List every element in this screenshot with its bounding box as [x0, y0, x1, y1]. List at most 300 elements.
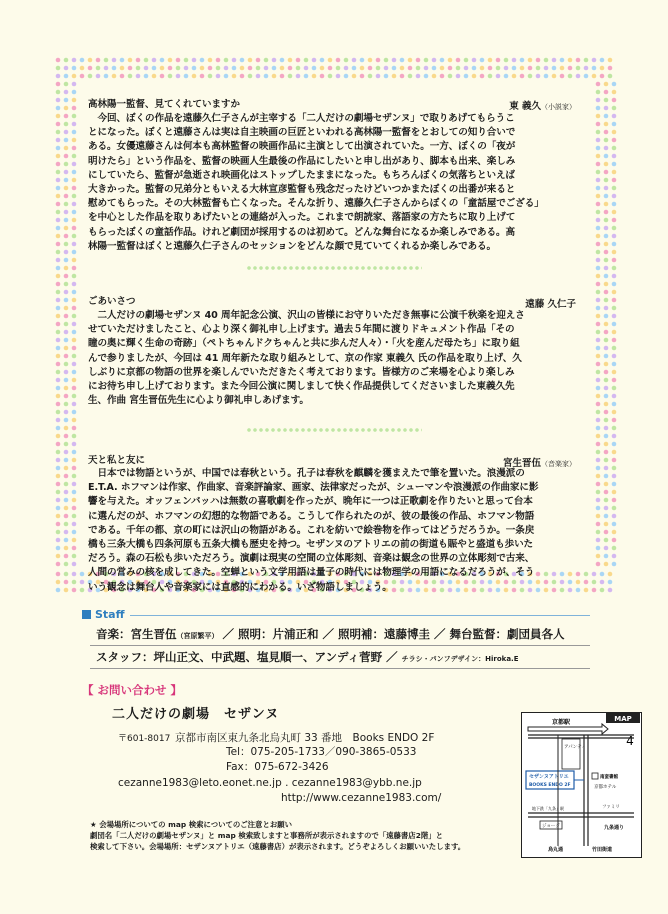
frame-dot: [604, 242, 609, 247]
frame-dot: [56, 266, 61, 271]
frame-dot: [64, 580, 69, 585]
frame-dot: [80, 66, 85, 71]
frame-dot: [604, 386, 609, 391]
frame-dot: [56, 66, 61, 71]
frame-dot: [552, 66, 557, 71]
frame-dot: [64, 314, 69, 319]
frame-dot: [612, 354, 617, 359]
frame-dot: [596, 330, 601, 335]
frame-dot: [64, 162, 69, 167]
frame-dot: [72, 98, 77, 103]
frame-dot: [200, 74, 205, 79]
body-line: 慰めてもらった。その大林監督も亡くなった。そんな折り、遠藤久仁子さんからぼくの「童話屋でござる」: [88, 198, 544, 210]
frame-dot: [612, 482, 617, 487]
frame-dot: [72, 146, 77, 151]
frame-dot: [120, 58, 125, 63]
frame-dot: [604, 314, 609, 319]
frame-dot: [604, 234, 609, 239]
frame-dot: [176, 74, 181, 79]
frame-dot: [56, 274, 61, 279]
frame-dot: [612, 314, 617, 319]
frame-dot: [72, 90, 77, 95]
frame-dot: [216, 66, 221, 71]
frame-dot: [56, 338, 61, 343]
frame-dot: [72, 130, 77, 135]
frame-dot: [64, 402, 69, 407]
frame-dot: [596, 378, 601, 383]
frame-dot: [608, 58, 613, 63]
frame-dot: [56, 122, 61, 127]
frame-dot: [64, 538, 69, 543]
body-line: 生、作曲 宮生晋伍先生に心より御礼申しあげます。: [88, 395, 309, 407]
frame-dot: [496, 66, 501, 71]
staff-row-2: スタッフ：坪山正文、中武題、塩見順一、アンディ菅野 ／ チラシ・パンフデザイン：Hiroka.E: [96, 650, 519, 664]
frame-dot: [400, 66, 405, 71]
frame-dot: [232, 66, 237, 71]
frame-dot: [456, 58, 461, 63]
frame-dot: [604, 450, 609, 455]
frame-dot: [208, 66, 213, 71]
frame-dot: [604, 466, 609, 471]
frame-dot: [72, 394, 77, 399]
frame-dot: [480, 58, 485, 63]
frame-dot: [612, 186, 617, 191]
family-label: ファミリ: [602, 805, 620, 810]
frame-dot: [72, 258, 77, 263]
frame-dot: [56, 306, 61, 311]
venue-label: セザンヌアトリエ: [529, 774, 569, 780]
frame-dot: [64, 450, 69, 455]
frame-dot: [72, 178, 77, 183]
map-number: 4: [626, 734, 634, 748]
frame-dot: [604, 514, 609, 519]
frame-dot: [56, 242, 61, 247]
frame-dot: [80, 580, 85, 585]
frame-dot: [360, 58, 365, 63]
frame-dot: [72, 298, 77, 303]
takeda-label: 竹田街道: [592, 847, 613, 853]
frame-dot: [64, 290, 69, 295]
frame-dot: [304, 74, 309, 79]
frame-dot: [604, 82, 609, 87]
frame-dot: [64, 266, 69, 271]
frame-dot: [72, 202, 77, 207]
frame-dot: [604, 530, 609, 535]
frame-dot: [72, 330, 77, 335]
frame-dot: [72, 562, 77, 567]
frame-dot: [72, 546, 77, 551]
body-line: せていただけましたこと、心より深く御礼申し上げます。過去５年間に渡りドキュメント作品「その: [88, 324, 515, 336]
frame-dot: [596, 362, 601, 367]
frame-dot: [384, 74, 389, 79]
frame-dot: [604, 146, 609, 151]
frame-dot: [232, 58, 237, 63]
frame-dot: [600, 74, 605, 79]
frame-dot: [488, 74, 493, 79]
frame-dot: [80, 572, 85, 577]
frame-dot: [612, 322, 617, 327]
frame-dot: [72, 354, 77, 359]
frame-dot: [72, 138, 77, 143]
body-line: E.T.A. ホフマンは作家、作曲家、音楽評論家、画家、法律家だったが、シューマンや浪漫派の作曲家に影: [88, 482, 539, 494]
frame-dot: [584, 580, 589, 585]
frame-dot: [200, 66, 205, 71]
frame-dot: [604, 162, 609, 167]
frame-dot: [96, 58, 101, 63]
section1-title: 高林陽一監督、見てくれていますか: [88, 99, 241, 110]
frame-dot: [72, 426, 77, 431]
frame-dot: [544, 66, 549, 71]
frame-dot: [552, 74, 557, 79]
frame-dot: [56, 146, 61, 151]
frame-dot: [604, 442, 609, 447]
frame-dot: [528, 58, 533, 63]
frame-dot: [72, 82, 77, 87]
frame-dot: [504, 66, 509, 71]
station-label: 京都駅: [552, 719, 571, 726]
website-link[interactable]: http://www.cezanne1983.com/: [281, 792, 442, 804]
frame-dot: [584, 66, 589, 71]
frame-dot: [312, 58, 317, 63]
frame-dot: [256, 74, 261, 79]
tel: Tel：075-205-1733／090-3865-0533: [226, 746, 417, 758]
frame-dot: [612, 266, 617, 271]
frame-dot: [604, 138, 609, 143]
frame-dot: [408, 74, 413, 79]
frame-dot: [424, 66, 429, 71]
frame-dot: [584, 572, 589, 577]
frame-dot: [312, 66, 317, 71]
frame-dot: [600, 588, 605, 593]
frame-dot: [596, 314, 601, 319]
frame-dot: [144, 58, 149, 63]
frame-dot: [280, 74, 285, 79]
frame-dot: [480, 74, 485, 79]
frame-dot: [604, 290, 609, 295]
frame-dot: [596, 234, 601, 239]
frame-dot: [56, 202, 61, 207]
frame-dot: [64, 66, 69, 71]
frame-dot: [612, 554, 617, 559]
frame-dot: [56, 378, 61, 383]
frame-dot: [72, 66, 77, 71]
frame-dot: [72, 450, 77, 455]
frame-dot: [296, 66, 301, 71]
frame-dot: [72, 122, 77, 127]
frame-dot: [584, 74, 589, 79]
frame-dot: [56, 106, 61, 111]
section3-author: 宮生晋伍（音楽家）: [502, 458, 576, 469]
apartment-block: [562, 739, 580, 769]
frame-dot: [528, 66, 533, 71]
frame-dot: [604, 434, 609, 439]
frame-dot: [312, 74, 317, 79]
frame-dot: [612, 90, 617, 95]
frame-dot: [604, 546, 609, 551]
frame-dot: [596, 162, 601, 167]
frame-dot: [56, 434, 61, 439]
frame-dot: [608, 588, 613, 593]
frame-dot: [72, 538, 77, 543]
frame-dot: [328, 74, 333, 79]
frame-dot: [64, 466, 69, 471]
body-line: 林陽一監督はぼくと遠藤久仁子さんのセッションをどんな顔で見ていてくれるか楽しみである。: [88, 240, 497, 252]
frame-dot: [432, 74, 437, 79]
frame-dot: [64, 122, 69, 127]
frame-dot: [384, 58, 389, 63]
frame-dot: [596, 458, 601, 463]
note-line: ★ 会場場所についての map 検索についてのご注意とお願い: [90, 820, 293, 829]
frame-dot: [64, 418, 69, 423]
frame-dot: [72, 170, 77, 175]
body-line: だろう。森の石松も歩いただろう。演劇は現実の空間の立体彫刻、音楽は観念の世界の立体彫刻で古来、: [88, 553, 535, 565]
frame-dot: [368, 74, 373, 79]
frame-dot: [168, 66, 173, 71]
frame-dot: [56, 114, 61, 119]
frame-dot: [352, 74, 357, 79]
frame-dot: [56, 290, 61, 295]
frame-dot: [596, 562, 601, 567]
frame-dot: [604, 282, 609, 287]
frame-dot: [368, 66, 373, 71]
frame-dot: [612, 114, 617, 119]
frame-dot: [72, 474, 77, 479]
frame-dot: [612, 234, 617, 239]
frame-dot: [464, 66, 469, 71]
frame-dot: [216, 74, 221, 79]
body-line: 響を与えた。オッフェンバッハは無数の喜歌劇を作ったが、晩年に一つは正歌劇を作りたいと思って台本: [88, 496, 533, 508]
frame-dot: [604, 106, 609, 111]
body-line: 今回、ぼくの作品を遠藤久仁子さんが主宰する「二人だけの劇場セザンヌ」で取りあげてもらうこ: [88, 113, 515, 124]
body-line: 日本では物語というが、中国では春秋という。孔子は春秋を麒麟を獲まえたで筆を置いた。浪漫派の: [88, 468, 525, 479]
frame-dot: [160, 74, 165, 79]
frame-dot: [612, 562, 617, 567]
frame-dot: [568, 74, 573, 79]
frame-dot: [88, 74, 93, 79]
frame-dot: [320, 74, 325, 79]
frame-dot: [496, 74, 501, 79]
frame-dot: [596, 146, 601, 151]
frame-dot: [72, 306, 77, 311]
frame-dot: [612, 146, 617, 151]
frame-dot: [72, 530, 77, 535]
frame-dot: [612, 402, 617, 407]
frame-dot: [56, 394, 61, 399]
frame-dot: [72, 572, 77, 577]
frame-dot: [136, 66, 141, 71]
frame-dot: [604, 202, 609, 207]
bookstore-mark: [592, 773, 598, 779]
frame-dot: [392, 74, 397, 79]
frame-dot: [72, 250, 77, 255]
frame-dot: [596, 418, 601, 423]
frame-dot: [612, 290, 617, 295]
subway-label: 地下鉄「九条」駅: [532, 806, 564, 811]
frame-dot: [424, 58, 429, 63]
frame-dot: [176, 66, 181, 71]
frame-dot: [440, 74, 445, 79]
frame-dot: [612, 226, 617, 231]
frame-dot: [604, 506, 609, 511]
frame-dot: [64, 362, 69, 367]
frame-dot: [96, 66, 101, 71]
frame-dot: [72, 266, 77, 271]
frame-dot: [604, 122, 609, 127]
frame-dot: [56, 322, 61, 327]
frame-dot: [72, 554, 77, 559]
frame-dot: [376, 66, 381, 71]
frame-dot: [612, 442, 617, 447]
frame-dot: [56, 554, 61, 559]
frame-dot: [596, 434, 601, 439]
frame-dot: [72, 234, 77, 239]
frame-dot: [604, 90, 609, 95]
body-line: 明けたら」という作品を、監督の映画人生最後の作品にしたいと申し出があり、脚本も出来、楽しみ: [88, 155, 516, 167]
frame-dot: [272, 58, 277, 63]
frame-dot: [612, 490, 617, 495]
frame-dot: [128, 74, 133, 79]
frame-dot: [128, 66, 133, 71]
frame-dot: [596, 290, 601, 295]
email[interactable]: cezanne1983@leto.eonet.ne.jp . cezanne1983@ybb.ne.jp: [118, 777, 422, 789]
divider-1: [246, 266, 422, 270]
section2-title: ごあいさつ: [88, 296, 136, 307]
frame-dot: [604, 178, 609, 183]
frame-dot: [432, 58, 437, 63]
frame-dot: [56, 98, 61, 103]
frame-dot: [604, 250, 609, 255]
fax: Fax：075-672-3426: [226, 761, 329, 773]
frame-dot: [144, 66, 149, 71]
staff-row-1: 音楽：宮生晋伍（宮原繁平） ／ 照明：片浦正和 ／ 照明補：遠藤博圭 ／ 舞台監督：劇団員各人: [96, 627, 565, 641]
frame-dot: [56, 466, 61, 471]
frame-dot: [64, 354, 69, 359]
frame-dot: [56, 522, 61, 527]
frame-dot: [596, 450, 601, 455]
frame-dot: [56, 580, 61, 585]
frame-dot: [604, 362, 609, 367]
contact-heading: 【 お問い合わせ 】: [82, 683, 183, 697]
frame-dot: [612, 418, 617, 423]
frame-dot: [604, 482, 609, 487]
frame-dot: [488, 66, 493, 71]
frame-dot: [560, 74, 565, 79]
frame-dot: [604, 170, 609, 175]
frame-dot: [596, 106, 601, 111]
frame-dot: [56, 346, 61, 351]
frame-dot: [612, 194, 617, 199]
frame-dot: [168, 58, 173, 63]
frame-dot: [328, 58, 333, 63]
frame-dot: [56, 162, 61, 167]
frame-dot: [64, 498, 69, 503]
frame-dot: [72, 466, 77, 471]
frame-dot: [596, 138, 601, 143]
frame-dot: [72, 580, 77, 585]
frame-dot: [56, 234, 61, 239]
frame-dot: [604, 98, 609, 103]
frame-dot: [612, 218, 617, 223]
frame-dot: [612, 138, 617, 143]
frame-dot: [80, 58, 85, 63]
map-label: MAP: [614, 715, 632, 723]
section1-body: [88, 112, 584, 254]
frame-dot: [612, 122, 617, 127]
frame-dot: [604, 370, 609, 375]
frame-dot: [64, 330, 69, 335]
frame-dot: [64, 138, 69, 143]
frame-dot: [64, 130, 69, 135]
frame-dot: [64, 378, 69, 383]
frame-dot: [56, 490, 61, 495]
frame-dot: [88, 58, 93, 63]
frame-dot: [612, 178, 617, 183]
frame-dot: [280, 66, 285, 71]
frame-dot: [72, 242, 77, 247]
frame-dot: [56, 330, 61, 335]
frame-dot: [612, 362, 617, 367]
frame-dot: [596, 178, 601, 183]
frame-dot: [56, 170, 61, 175]
frame-dot: [72, 482, 77, 487]
frame-dot: [528, 74, 533, 79]
frame-dot: [336, 58, 341, 63]
body-line: んで参りましたが、今回は 41 周年新たな取り組みとして、京の作家 東義久 氏の作品を取り上げ、久: [88, 352, 522, 364]
frame-dot: [64, 74, 69, 79]
frame-dot: [72, 588, 77, 593]
frame-dot: [612, 522, 617, 527]
frame-dot: [596, 114, 601, 119]
frame-dot: [596, 154, 601, 159]
square-icon: [82, 610, 91, 619]
frame-dot: [72, 522, 77, 527]
frame-dot: [408, 58, 413, 63]
map-notes: [90, 819, 490, 852]
frame-dot: [256, 66, 261, 71]
frame-dot: [72, 282, 77, 287]
frame-dot: [596, 82, 601, 87]
frame-dot: [596, 170, 601, 175]
frame-dot: [176, 58, 181, 63]
note-line: 検索して下さい。会場場所：セザンヌアトリエ（遠藤書店）が表示されます。どうぞよろしくお願いいたします。: [90, 842, 466, 851]
frame-dot: [612, 170, 617, 175]
frame-dot: [240, 66, 245, 71]
frame-dot: [612, 410, 617, 415]
frame-dot: [328, 66, 333, 71]
frame-dot: [64, 338, 69, 343]
frame-dot: [604, 458, 609, 463]
frame-dot: [72, 186, 77, 191]
frame-dot: [56, 250, 61, 255]
frame-dot: [272, 74, 277, 79]
frame-dot: [64, 178, 69, 183]
section3-body: [88, 467, 584, 595]
divider-2: [246, 428, 422, 432]
frame-dot: [336, 66, 341, 71]
frame-dot: [592, 58, 597, 63]
frame-dot: [576, 66, 581, 71]
frame-dot: [596, 274, 601, 279]
frame-dot: [604, 114, 609, 119]
org-name: 二人だけの劇場 セザンヌ: [112, 707, 280, 722]
frame-dot: [604, 298, 609, 303]
frame-dot: [568, 66, 573, 71]
frame-dot: [56, 506, 61, 511]
frame-dot: [72, 274, 77, 279]
frame-dot: [264, 66, 269, 71]
frame-dot: [596, 530, 601, 535]
frame-dot: [512, 74, 517, 79]
